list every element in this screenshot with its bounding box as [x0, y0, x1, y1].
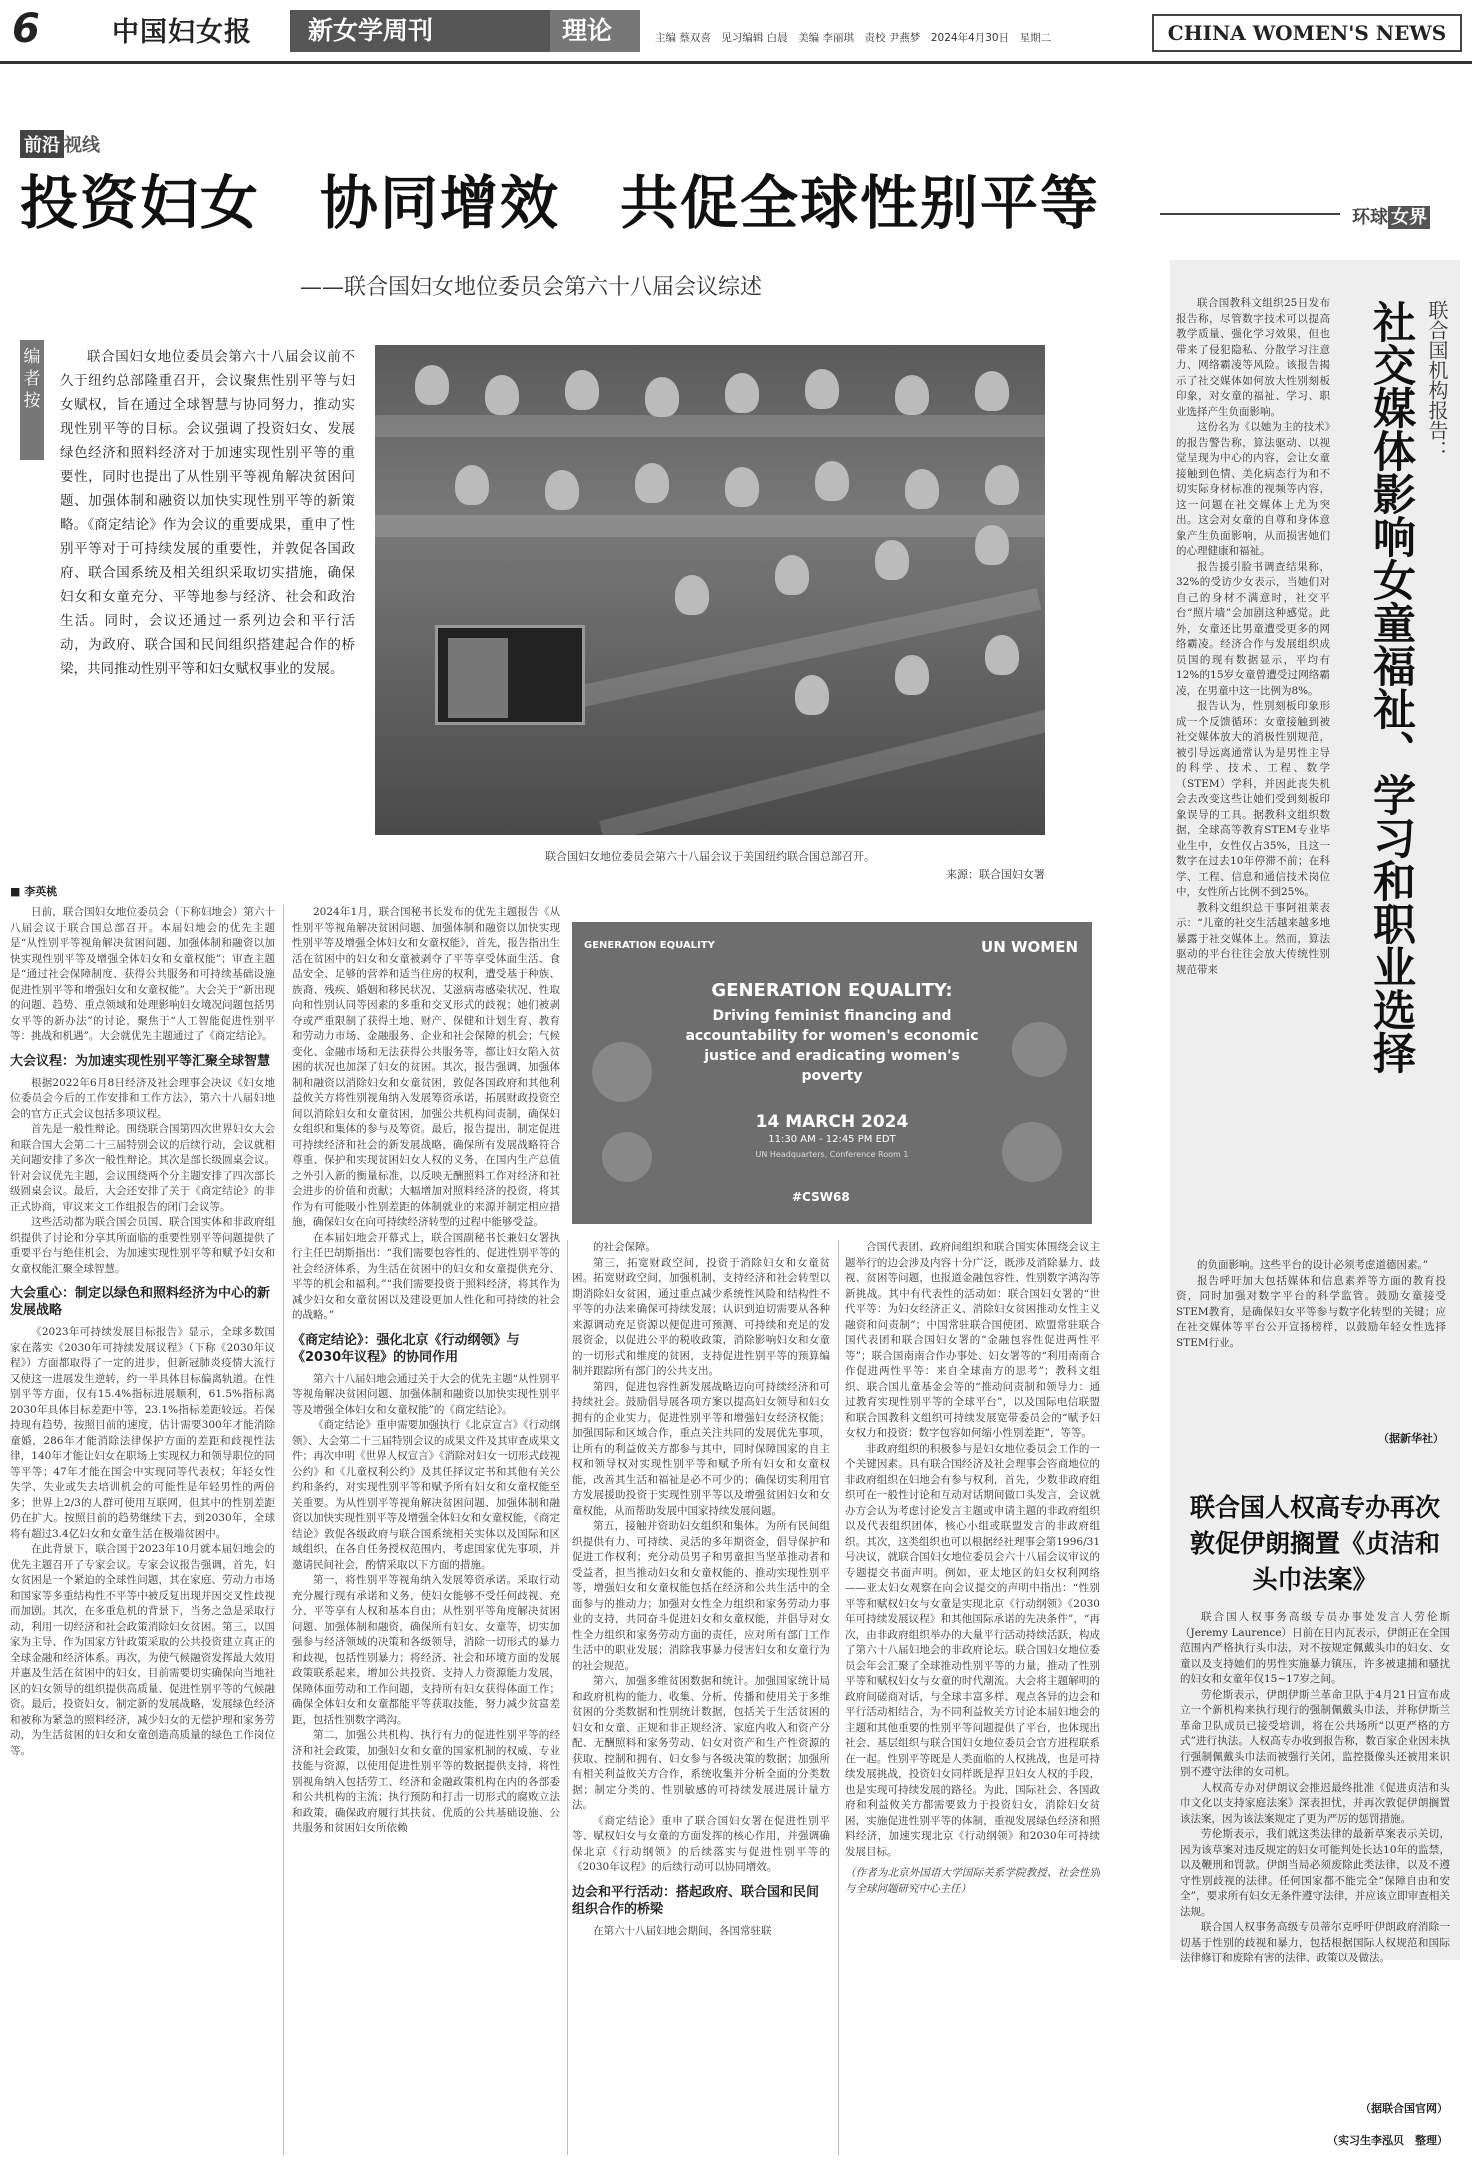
editor-note: 联合国妇女地位委员会第六十八届会议前不久于纽约总部隆重召开，会议聚焦性别平等与妇女赋权，旨在通过全球智慧与协同努力，推动实现性别平等的目标。会议强调了投资妇女、发展绿色经济和照料经济对于加速实现性别平等的重要性，同时也提出了从性别平等视角解决贫困问题、加强体制和融资以加快实现性别平等的新策略。《商定结论》作为会议的重要成果，重申了性别平等对于可持续发展的重要性，并敦促各国政府、联合国系统及相关组织采取切实措施，确保妇女和女童充分、平等地参与经济、社会和政治生活。同时，会议还通过一系列边会和平行活动，为政府、联合国和民间组织搭建起合作的桥梁，共同推动性别平等和妇女赋权事业的发展。: [60, 349, 355, 677]
photo-monitor: [435, 625, 585, 725]
photo-person: [815, 461, 849, 501]
photo-person: [905, 469, 939, 509]
sidebar-rule: [1160, 213, 1340, 215]
article-subheading: 《商定结论》：强化北京《行动纲领》与《2030年议程》的协同作用: [292, 1332, 520, 1365]
english-masthead: CHINA WOMEN'S NEWS: [1152, 14, 1462, 52]
photo-person: [775, 555, 809, 595]
poster-hashtag: #CSW68: [792, 1190, 850, 1204]
photo-person: [415, 365, 449, 405]
sidebar-tag: [1352, 203, 1430, 229]
photo-person: [805, 369, 839, 409]
generation-equality-logo: GENERATION EQUALITY: [584, 940, 715, 951]
article-paragraph: 第六，加强多维贫困数据和统计。加强国家统计局和政府机构的能力、收集、分析、传播和使用关于多维贫困的分类数据和性别统计数据，包括关于生活贫困的妇女和女童、正规和非正规经济、家庭内收入和资产分配、无酬照料和家务劳动、妇女对资产和生产性资源的获取、控制和拥有、妇女参与各级决策的数据；加强所有相关利益攸关方合作，系统收集并分析全面的分类数据；制定分类的、性别敏感的可持续发展进展计量方法。: [572, 1675, 830, 1811]
photo-person: [875, 540, 909, 580]
article-paragraph: 在第六十八届妇地会期间，各国常驻联: [593, 1924, 772, 1937]
kicker: [20, 130, 100, 158]
article-paragraph: 在本届妇地会开幕式上，联合国副秘书长兼妇女署执行主任巴胡斯指出：“我们需要包容性的、促进性别平等的社会经济体系，为生活在贫困中的妇女和女童提供充分、平等的机会和福利。”“我们需要投资于照料经济，将其作为减少妇女和女童贫困以及建设更加人性化和可持续的社会的战略。”: [292, 1231, 560, 1321]
kicker-text: 视线: [64, 135, 100, 156]
photo-person: [675, 575, 709, 615]
byline: ■ 李英桃: [10, 885, 58, 898]
article-paragraph: 第二，加强公共机构、执行有力的促进性别平等的经济和社会政策，加强妇女和女童的国家机制的权威、专业技能与资源，以使用促进性别平等的数据提供支持，将性别视角纳入包括劳工、经济和金融政策机构在内的各部委和公共机构的主流；执行预防和打击一切形式的腐败立法和政策，确保政府履行其扶贫、优质的公共基础设施、公共服务和贫困妇女所依赖: [292, 1729, 560, 1834]
editor-credits: 主编 蔡双喜 见习编辑 白晨 美编 李丽琪 责校 尹燕梦 2024年4月30日 星期二: [655, 32, 1052, 44]
photo-person: [645, 377, 679, 417]
sidebar-article2-body: [1180, 1610, 1450, 1967]
article-paragraph: 第五，接触并资助妇女组织和集体。为所有民间组织提供有力、可持续、灵活的多年期资金，倡导保护和促进工作权利；充分动员男子和男童担当坚革推动者和受益者，担当推动妇女和女童权能的、推动实现性别平等，增强妇女和女童权能包括在经济和公共生活中的全面参与的推动力；加强对女性全力组织和家务劳动力事业的支持，共同奋斗促进妇女和女童权能，并倡导对女性全力组织和家务劳动方面的责任，应对所有部门工作生活中的职业发展；消除我事暴力侵害妇女和女童行为的社会规范。: [572, 1520, 830, 1672]
column-rule: [838, 1240, 839, 2155]
subsection-tag: 理论: [550, 10, 640, 52]
article-paragraph: 的社会保障。: [593, 1241, 656, 1253]
sidebar-paragraph: 报告认为，性别刻板印象形成一个反馈循环：女童接触到被社交媒体放大的消极性别规范，被引导远离通常认为是男性主导的科学、技术、工程、数学（STEM）学科，并因此丧失机会去改变这些让她们受到刻板印象误导的工具。据教科文组织数据，全球高等教育STEM专业毕业生中，女性仅占35%，且这一数字在过去10年停滞不前；在科学、工程、信息和通信技术岗位中，女性所占比例不到25%。: [1176, 700, 1330, 898]
column-rule: [283, 905, 284, 2155]
author-note: （作者为北京外国语大学国际关系学院教授、社会性别与全球问题研究中心主任）: [845, 1867, 1100, 1895]
photo-desk-row: [599, 710, 1045, 835]
photo-person: [895, 655, 929, 695]
photo-person: [975, 371, 1009, 411]
poster-decoration: [1012, 1022, 1067, 1077]
section-tag: 新女学周刊: [290, 10, 550, 52]
photo-person: [985, 465, 1019, 505]
sidebar-paragraph: 的负面影响。这些平台的设计必须考虑道德因素。”: [1197, 1259, 1429, 1271]
sidebar-article-narrow: [1176, 296, 1330, 978]
sidebar-paragraph: 报告援引脸书调查结果称，32%的受访少女表示，当她们对自己的身材不满意时，社交平台“照片墙”会加剧这种感觉。此外，女童还比男童遭受更多的网络霸凌。经济合作与发展组织成员国的现有数据显示，平均有12%的15岁女童曾遭受过网络霸凌，在男童中这一比例为8%。: [1176, 560, 1330, 697]
photo-desk-row: [375, 515, 1045, 537]
poster-decoration: [592, 1042, 652, 1102]
sidebar-article2-source: （据联合国官网）: [1360, 2102, 1448, 2115]
sidebar-title: 社交媒体影响女童福祉、学习和职业选择: [1366, 300, 1416, 1074]
article-paragraph: 第四，促进包容性新发展战略迈向可持续经济和可持续社会。鼓励倡导展各项方案以提高妇女领导和妇女拥有的企业实力，促进性别平等和增强妇女经济权能；加强国际和区域合作，重点关注共同的发展优先事项，让所有的利益攸关方都参与其中，同时保障国家的自主权和领导权对实现性别平等和赋予所有妇女和女童权能，改善其生活和福祉是必不可少的；确保切实利用官方发展援助投资于实现性别平等以及增强贫困妇女和女童权能，从而帮助发展中国家持续发展问题。: [572, 1380, 830, 1517]
sidebar-article-wide: [1176, 1258, 1446, 1351]
editor-note-tag: 编者按: [20, 340, 44, 460]
monitor-speaker: [448, 638, 508, 718]
headline: 投资妇女 协同增效 共促全球性别平等: [20, 169, 1101, 237]
article-column-1: [10, 905, 275, 2155]
article-paragraph: 第六十八届妇地会通过关于大会的优先主题“从性别平等视角解决贫困问题、加强体制和融资以加快实现性别平等及增强全体妇女和女童权能”的《商定结论》。: [292, 1372, 560, 1416]
kicker-box: 前沿: [20, 130, 64, 158]
sidebar-paragraph: 这份名为《以她为主的技术》的报告警告称，算法驱动、以视觉呈现为中心的内容，会让女童接触到色情、美化病态行为和不切实际身材标准的视频等内容，这一问题在社交媒体上尤为突出。这会对女童的自尊和身体意象产生负面影响，从而损害她们的心理健康和福祉。: [1176, 421, 1330, 557]
poster-date: 14 MARCH 2024: [755, 1112, 909, 1132]
poster-body: Driving feminist financing and accountability for women's economic justice and eradicating women's poverty: [685, 1008, 979, 1084]
photo-person: [795, 675, 829, 715]
article-subheading: 边会和平行活动：搭起政府、联合国和民间组织合作的桥梁: [572, 1884, 820, 1917]
subheadline: ——联合国妇女地位委员会第六十八届会议综述: [300, 275, 763, 300]
conference-photo: [375, 345, 1045, 835]
photo-person: [985, 635, 1019, 675]
photo-person: [565, 370, 599, 410]
article-paragraph: 根据2022年6月8日经济及社会理事会决议《妇女地位委员会今后的工作安排和工作方法》，第六十八届妇地会的官方正式会议包括多项议程。: [10, 1076, 275, 1120]
article-paragraph: 合国代表团、政府间组织和联合国实体围绕会议主题举行的边会涉及内容十分广泛，既涉及消除暴力、歧视、贫困等问题，也报道金融包容性、性别数字鸿沟等新挑战。其中有代表性的活动如：联合国妇女署的“世代平等：为妇女经济正义、消除妇女贫困推动女性主义融资和问责制”；中国常驻联合国使团、欧盟常驻联合国代表团和联合国妇女署的“金融包容性促进两性平等”；联合国南南合作办事处、妇女署等的“利用南南合作促进两性平等：来自全球南方的思考”；教科文组织、联合国儿童基金会等的“推动问责制和领导力：通过教育实现性别平等的全球平台”，以及国际电信联盟和联合国教科文组织可持续发展宽带委员会的“赋予妇女权力和投资：数字包容如何缩小性别差距”，等等。: [845, 1241, 1100, 1439]
article-paragraph: 非政府组织的积极参与是妇女地位委员会工作的一个关键因素。具有联合国经济及社会理事会咨商地位的非政府组织在妇地会有参与权利，首先，少数非政府组织可在一般性讨论和互动对话期间做口头发言，会议就办方会认为考虑讨论发言主题或申请主题的非政府组织以及代表组织团体，核心小组或联盟发言的非政府组织。其次，这类组织也可以根据经社理事会第1996/31号决议，就联合国妇女地位委员会六十八届会议审议的专题提交书面声明。例如，亚太地区的妇女权利网络——亚太妇女观察在向会议提交的声明中指出：“性别平等和赋权妇女与女童是实现北京《行动纲领》《2030年可持续发展议程》和其他国际承诺的先决条件”，“再次，由非政府组织举办的大量平行活动持续活跃，构成了第六十八届妇地会的非政府论坛。联合国妇女地位委员会年会汇聚了全球推动性别平等的力量，推动了性别平等和赋权妇女与女童的时代潮流。大会将主题解明的政府间磋商对话，与全球丰富多样、观点各异的边会和平行活动相结合，为不同利益攸关方讨论本届妇地会的主题和其他重要的性别平等问题提供了平台，也体现出社会、基层组织与联合国妇女地位委员会官方进程联系在一起。性别平等既是人类面临的人权挑战，也是可持续发展挑战，投资妇女同样既是捍卫妇女人权的手段，也是实现可持续发展的路径。为此，国际社会、各国政府和利益攸关方都需要致力于投资妇女，消除妇女贫困，实施促进性别平等的体制，重视发展绿色经济和照料经济，加速实现北京《行动纲领》和2030年可持续发展目标。: [845, 1442, 1100, 1858]
article-subheading: 大会议程：为加速实现性别平等汇聚全球智慧: [10, 1053, 271, 1069]
article-paragraph: 第一，将性别平等视角纳入发展筹资承诺。采取行动充分履行现有承诺和义务，使妇女能够不受任何歧视、充分、平等享有人权和基本自由；从性别平等角度解决贫困问题、加强体制和融资，确保所有妇女、女童等，切实加强参与经济领域的决策和各级领导，消除一切形式的暴力和歧视，包括性别暴力；将经济、社会和环境方面的发展政策联系起来，增加公共投资、支持人力资源能力发展，保障体面劳动和工作问题，支持所有妇女获得体面工作；确保全体妇女和女童都能平等获取技能，努力减少贫富差距，包括性别数字鸿沟。: [292, 1574, 560, 1726]
photo-person: [895, 375, 929, 415]
un-women-logo: UN WOMEN: [981, 938, 1078, 956]
article-paragraph: 2024年1月，联合国秘书长发布的优先主题报告《从性别平等视角解决贫困问题、加强体制和融资以加快实现性别平等及增强全体妇女和女童权能》，首先，报告指出生活在贫困中的妇女和女童被剥夺了平等享受体面生活、食品安全、足够的营养和适当住房的权利，遭受基于种族、族裔、残疾、婚姻和移民状况、艾滋病毒感染状况、性取向和性别认同等因素的多重和交叉形式的歧视；她们被剥夺或严重限制了获得土地、财产、保健和计划生育、教育和劳动力市场、金融服务、企业和社会保障的机会；气候变化、金融市场和无法获得公共服务等，都让妇女陷入贫困的状况也加深了妇女的贫困。其次，报告强调，加强体制和融资以消除妇女和女童贫困，敦促各国政府和其他利益攸关方将性别视角纳入发展筹资承诺，拓展财政投资空间以消除妇女和女童贫困，加强公共机构问责制，确保妇女组织和集体的参与及筹资。最后，报告提出，制定促进可持续经济和社会的新发展战略，确保所有发展战略符合尊重、保护和实现贫困妇女人权的义务，在国内生产总值之外引入新的衡量标准，以反映无酬照料工作对经济和社会进步的价值和贡献；大幅增加对照料经济的投资，将其作为有可能吸小性别差距的体制就业的来源并制定相应措施，确保妇女在向可持续经济转型的过程中能够受益。: [292, 906, 560, 1228]
poster-time: 11:30 AM - 12:45 PM EDT: [768, 1134, 896, 1145]
photo-person: [635, 463, 669, 503]
article-subheading: 大会重心：制定以绿色和照料经济为中心的新发展战略: [10, 1286, 271, 1318]
sidebar-paragraph: 教科文组织总干事阿祖莱表示：“儿童的社交生活越来越多地暴露于社交媒体上。然而，算法驱动的平台往往会放大传统性别规范带来: [1176, 901, 1330, 976]
photo-caption: 联合国妇女地位委员会第六十八届会议于美国纽约联合国总部召开。: [545, 850, 875, 863]
article-paragraph: 在此背景下，联合国于2023年10月就本届妇地会的优先主题召开了专家会议。专家会议报告强调，首先，妇女贫困是一个紧迫的全球性问题，其在家庭、劳动力市场和国家等多重结构性不平等中被反复出现并因交叉性歧视而加剧。其次，在多重危机的背景下，当务之急是采取行动，利用一切经济和社会政策消除妇女贫困。第三，以国家为主导、作为国家方针政策采取的公共投资建立真正的全球金融和经济体系。再次，为使气候融资发挥最大效用并惠及生活在贫困中的妇女，目前需要切实确保向当地社区的妇女领导的组织提供高质量、促进性别平等的气候融资。最后，投资妇女，制定新的发展战略，发展绿色经济和被称为紧急的照料经济，减少妇女的无偿护理和家务劳动，为生活贫困的妇女和女童创造高质量的绿色工作岗位等。: [10, 1543, 275, 1757]
article-column-4: [845, 1240, 1100, 2155]
photo-person: [485, 375, 519, 415]
article-paragraph: 《商定结论》重申了联合国妇女署在促进性别平等、赋权妇女与女童的方面发挥的核心作用，并强调确保北京《行动纲领》的后续落实与促进性别平等的《2030年议程》的后续行动可以协同增效。: [572, 1814, 830, 1873]
article-column-3: [572, 1240, 830, 2155]
sidebar-kicker: 联合国机构报告：: [1425, 300, 1449, 460]
sidebar-article2-title: 联合国人权高专办再次敦促伊朗搁置《贞洁和头巾法案》: [1189, 1493, 1440, 1594]
photo-person: [975, 525, 1009, 565]
sidebar-paragraph: 联合国教科文组织25日发布报告称，尽管数字技术可以提高教学质量、强化学习效果，但也带来了侵犯隐私、分散学习注意力、网络霸凌等风险。该报告揭示了社交媒体如何放大性别刻板印象，对女童的福祉、学习、职业选择产生负面影响。: [1176, 297, 1330, 418]
photo-person: [725, 373, 759, 413]
sidebar-paragraph: 劳伦斯表示，伊朗伊斯兰革命卫队于4月21日宣布成立一个新机构来执行现行的强制佩戴头巾法，并称伊斯兰革命卫队成员已接受培训，将在公共场所“以更严格的方式”进行执法。人权高专办收到报告称，数百家企业因未执行强制佩戴头巾法而被强行关闭，监控摄像头还被用来识别不遵守法律的女司机。: [1180, 1688, 1450, 1778]
event-poster: [572, 922, 1092, 1224]
article-paragraph: 日前，联合国妇女地位委员会（下称妇地会）第六十八届会议于联合国总部召开。本届妇地会的优先主题是“从性别平等视角解决贫困问题、加强体制和融资以加快实现性别平等及增强全体妇女和女童权能”；审查主题是“通过社会保障制度、获得公共服务和可持续基础设施促进性别平等和增强妇女和女童权能”。大会关于“新出现的问题、趋势、重点领域和处理影响妇女境况问题包括男女平等的新办法”的讨论，聚焦于“人工智能促进性别平等：挑战和机遇”。大会就优先主题通过了《商定结论》。: [10, 906, 275, 1042]
poster-venue: UN Headquarters, Conference Room 1: [755, 1150, 909, 1159]
sidebar-article2-editor: （实习生李泓贝 整理）: [1327, 2134, 1448, 2147]
newspaper-logo: 中国妇女报: [112, 17, 252, 48]
sidebar-paragraph: 联合国人权事务高级专员蒂尔克呼吁伊朗政府消除一切基于性别的歧视和暴力，包括根据国际人权规范和国际法律修订和废除有害的法律、政策以及做法。: [1180, 1921, 1450, 1964]
article-column-2: [292, 905, 560, 2155]
poster-decoration: [1002, 1122, 1062, 1182]
photo-credit: 来源：联合国妇女署: [946, 868, 1045, 881]
sidebar-paragraph: 联合国人权事务高级专员办事处发言人劳伦斯（Jeremy Laurence）日前在日内瓦表示，伊朗正在全国范围内严格执行头巾法，对不按规定佩戴头巾的妇女、女童以及支持她们的男性实施暴力镇压，许多被逮捕和骚扰的妇女和女童年仅15~17岁之间。: [1180, 1611, 1450, 1685]
sidebar-paragraph: 报告呼吁加大包括媒体和信息素养等方面的教育投资，同时加强对数字平台的科学监管。鼓励女童接受STEM教育，是确保妇女平等参与数字化转型的关键；应在社交媒体等平台公开宣扬榜样，以鼓励年轻女性选择STEM行业。: [1176, 1274, 1446, 1349]
sidebar-paragraph: 人权高专办对伊朗议会推迟最终批准《促进贞洁和头巾文化以支持家庭法案》深表担忧，并再次敦促伊朗搁置该法案，因为该法案规定了更为严厉的惩罚措施。: [1180, 1781, 1450, 1825]
photo-desk-row: [375, 415, 1045, 437]
article-paragraph: 《商定结论》重申需要加强执行《北京宣言》《行动纲领》、大会第二十三届特别会议的成果文件及其审查成果文件；再次申明《世界人权宣言》《消除对妇女一切形式歧视公约》和《儿童权利公约》及其任择议定书和其他有关公约和条约，对实现性别平等和赋予所有妇女和女童权能至关重要。为从性别平等视角解决贫困问题、加强体制和融资以加快实现性别平等及增强全体妇女和女童权能，《商定结论》敦促各级政府与联合国系统相关实体以及国际和区域组织，在各自任务授权范围内，考虑国家优先事项，并邀请民间社会，酌情采取以下方面的措施。: [292, 1419, 560, 1571]
sidebar-paragraph: 劳伦斯表示，我们就这类法律的最新草案表示关切，因为该草案对违反规定的妇女可能判处长达10年的监禁，以及鞭刑和罚款。伊朗当局必须废除此类法律，以及不遵守性别歧视的法律。任何国家都不能完全“保障自由和安全”，要求所有妇女无条件遵守法律，并应该立即审查相关法规。: [1180, 1828, 1450, 1918]
poster-decoration: [602, 1132, 652, 1182]
article-paragraph: 《2023年可持续发展目标报告》显示，全球多数国家在落实《2030年可持续发展议程》（下称《2030年议程》）方面都取得了一定的进步，但新冠肺炎疫情大流行又使这一进展发生逆转，约一半具体目标偏离轨道。在性别平等方面，仅有15.4%指标进展顺利，61.5%指标离2030年具体目标差距中等，23.1%指标差距较远。若保持现有趋势，按照目前的速度，估计需要300年才能消除童婚，286年才能消除法律保护方面的差距和歧视性法律，140年才能让妇女在职场上实现权力和领导职位的同等平等；47年才能在国会中实现同等代表权；年轻女性失学、失业或失去培训机会的可能性是年轻男性的两倍多；世界上2/3的人群可使用互联网，但其中的性别差距仍在扩大。按照目前的趋势继续下去，到2030年，全球将有超过3.4亿妇女和女童生活在极端贫困中。: [10, 1326, 275, 1540]
article-paragraph: 这些活动都为联合国会员国、联合国实体和非政府组织提供了讨论和分享其所面临的重要性别平等问题提供了重要平台与绝佳机会，为加速实现性别平等和赋予妇女和女童权能汇聚全球智慧。: [10, 1216, 275, 1275]
photo-person: [545, 470, 579, 510]
sidebar-source: （据新华社）: [1378, 1432, 1444, 1445]
sidebar-tag-box: 女界: [1388, 206, 1430, 229]
poster-title: GENERATION EQUALITY:: [711, 980, 953, 1001]
column-rule: [567, 1240, 568, 2155]
sidebar-tag-plain: 环球: [1352, 207, 1388, 228]
article-paragraph: 首先是一般性辩论。围绕联合国第四次世界妇女大会和联合国大会第二十三届特别会议的后续行动，会议就相关问题安排了多次一般性辩论。其次是部长级圆桌会议。针对会议优先主题，会议围绕两个分主题安排了四次部长级圆桌会议。最后，大会还安排了关于《商定结论》的非正式协商，审议来文工作组报告的闭门会议等。: [10, 1123, 275, 1213]
page-number: 6: [12, 6, 40, 52]
photo-person: [455, 465, 489, 505]
article-paragraph: 第三，拓宽财政空间，投资于消除妇女和女童贫困。拓宽财政空间，加强机制、支持经济和社会转型以期消除妇女贫困，通过重点减少系统性风险和结构性不平等的办法来确保可持续发展；认识到迫切需要从各种来源调动充足资源以便促进可预测、可持续和充足的发展资金，以促进公平的税收政策，消除影响妇女和女童的一切形式和维度的贫困，支持促进性别平等的预算编制并跟踪所有部门的公共支出。: [572, 1256, 830, 1377]
photo-person: [725, 467, 759, 507]
